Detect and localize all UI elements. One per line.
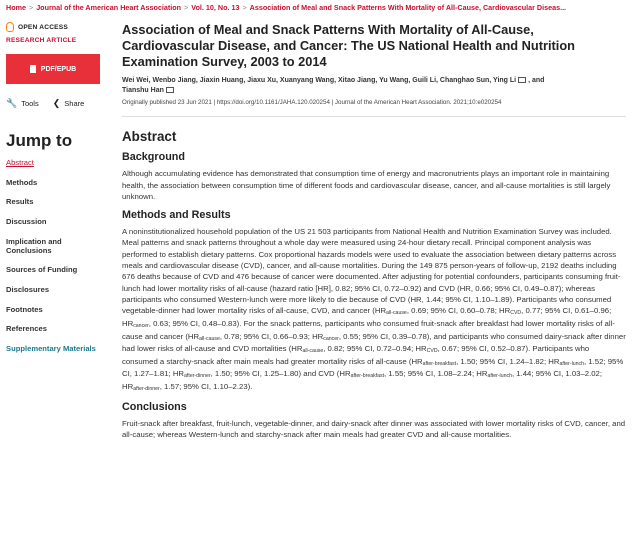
jump-item-funding[interactable]: Sources of Funding — [6, 265, 78, 275]
pdf-epub-label: PDF/EPUB — [40, 65, 77, 73]
breadcrumb-separator: > — [28, 3, 34, 12]
jump-item-implication[interactable]: Implication and Conclusions — [6, 236, 62, 255]
share-icon: ❮ — [52, 98, 61, 108]
mail-icon[interactable] — [166, 87, 174, 93]
share-label: Share — [64, 99, 85, 108]
divider — [122, 116, 626, 117]
conclusions-text: Fruit‐snack after breakfast, fruit‐lunch, vegetable‐dinner, and dairy‐snack after dinner was associated with lower mortality risks of CVD, cancer, and all‐cause; whereas Western‐lunch and starchy‐snack after main meals had greater CVD and all‐cause mortalities. — [122, 418, 626, 439]
breadcrumb-volume[interactable]: Vol. 10, No. 13 — [191, 3, 240, 12]
conclusions-heading: Conclusions — [122, 400, 187, 413]
sidebar — [6, 22, 106, 365]
jump-item-disclosures[interactable]: Disclosures — [6, 285, 50, 295]
pdf-epub-button[interactable] — [6, 54, 100, 84]
breadcrumb-separator: > — [184, 3, 189, 12]
methods-results-heading: Methods and Results — [122, 209, 231, 222]
jump-item-discussion[interactable]: Discussion — [6, 217, 47, 227]
authors-and: , and — [528, 76, 545, 84]
open-access-label: OPEN ACCESS — [18, 23, 68, 31]
author-last[interactable]: Tianshu Han — [122, 87, 164, 95]
article-main — [122, 22, 626, 440]
jump-item-abstract[interactable]: Abstract — [6, 158, 34, 167]
open-access-badge — [6, 22, 106, 32]
breadcrumb-home[interactable]: Home — [6, 3, 26, 12]
article-title: Association of Meal and Snack Patterns With Mortality of All‐Cause, Cardiovascular Disease, and Cancer: The US National Health and Nutrition Examination Survey, 2003 to 2014 — [122, 22, 575, 69]
authors-text[interactable]: Wei Wei, Wenbo Jiang, Jiaxin Huang, Jiaxu Xu, Xuanyang Wang, Xitao Jiang, Yu Wang, Guili Li, Changhao Sun, Ying Li — [122, 76, 517, 84]
jump-to-heading: Jump to — [6, 131, 73, 150]
tools-label: Tools — [21, 99, 39, 108]
article-type-label: RESEARCH ARTICLE — [6, 37, 77, 44]
share-button[interactable] — [53, 98, 85, 109]
breadcrumb — [6, 3, 632, 12]
breadcrumb-article[interactable]: Association of Meal and Snack Patterns With Mortality of All‐Cause, Cardiovascular Diseas... — [249, 3, 567, 12]
tools-button[interactable] — [6, 98, 39, 109]
jump-item-results[interactable]: Results — [6, 197, 34, 207]
background-text: Although accumulating evidence has demonstrated that consumption time of energy and macronutrients plays an important role in maintaining health, the association between consumption time of different foods and cardiovascular disease, cancer, and all‐cause mortalities is still largely unknown. — [122, 169, 611, 201]
breadcrumb-journal[interactable]: Journal of the American Heart Association — [36, 3, 182, 12]
document-icon — [30, 65, 36, 73]
open-access-lock-icon — [6, 22, 14, 32]
abstract-heading: Abstract — [122, 129, 177, 145]
jump-item-methods[interactable]: Methods — [6, 177, 38, 187]
jump-to-list — [6, 159, 106, 354]
breadcrumb-separator: > — [242, 3, 247, 12]
tools-bar — [6, 98, 106, 109]
background-heading: Background — [122, 151, 185, 164]
publication-meta: Originally published 23 Jun 2021 | https://doi.org/10.1161/JAHA.120.020254 | Journal of the American Heart Association. 2021;10:e020254 — [122, 99, 502, 107]
jump-item-references[interactable]: References — [6, 324, 47, 334]
jump-item-supplementary[interactable]: Supplementary Materials — [6, 344, 96, 354]
author-list — [122, 76, 626, 96]
mail-icon[interactable] — [518, 77, 526, 83]
wrench-icon: 🔧 — [6, 98, 18, 108]
jump-item-footnotes[interactable]: Footnotes — [6, 304, 43, 314]
methods-results-text: A noninstitutionalized household population of the US 21 503 participants from National Health and Nutrition Examination Survey was included. Meal patterns and snack patterns throughout a whole day were measured using 24‐hour dietary recall. Principal component analysis was performed to establish dietary patterns. Cox proportional hazards models were used to evaluate the association between dietary patterns across meals and cardiovascular disease (CVD), cancer, and all‐cause mortalities. During the 149 875 person‐years of follow‐up, 2192 deaths including 676 deaths because of CVD and 476 because of cancer were documented. After adjusting for potential confounders, participants consuming fruit‐lunch had lower mortality risks of all‐cause (hazard ratio [HR], 0.82; 95% CI, 0.72–0.92) and CVD (HR, 0.66; 95% CI, 0.49–0.87); whereas participants who consumed Western‐lunch were more likely to die because of CVD (HR, 1.44; 95% CI, 1.10–1.89). Participants who consumed vegetable‐dinner had lower mortality risks of all‐cause, CVD, and cancer ($HR_{all‐cause}$, 0.69; 95% CI, 0.60–0.78; $HR_{CVD}$, 0.77; 95% CI, 0.61–0.96; $HR_{cancer}$, 0.63; 95% CI, 0.48–0.83). For the snack patterns, participants who consumed fruit‐snack after breakfast had lower mortality risks of all‐cause and cancer ($HR_{all‐cause}$, 0.78; 95% CI, 0.66–0.93; $HR_{cancer}$, 0.55; 95% CI, 0.39–0.78), and participants who consumed dairy‐snack after dinner had lower risks of all‐cause and CVD mortalities ($HR_{all‐cause}$, 0.82; 95% CI, 0.72–0.94; $HR_{CVD}$, 0.67; 95% CI, 0.52–0.87). Participants who consumed a starchy‐snack after main meals had greater mortality risks of all‐cause ($HR_{after‐breakfast}$, 1.50; 95% CI, 1.24–1.82; $HR_{after‐lunch}$, 1.52; 95% CI, 1.27–1.81; $HR_{after‐dinner}$, 1.50; 95% CI, 1.25–1.80) and CVD ($HR_{after‐breakfast}$, 1.55; 95% CI, 1.08–2.24; $HR_{after‐lunch}$, 1.44; 95% CI, 1.03–2.02; $HR_{after‐dinner}$, 1.57; 95% CI, 1.10–2.23). — [122, 227, 626, 392]
